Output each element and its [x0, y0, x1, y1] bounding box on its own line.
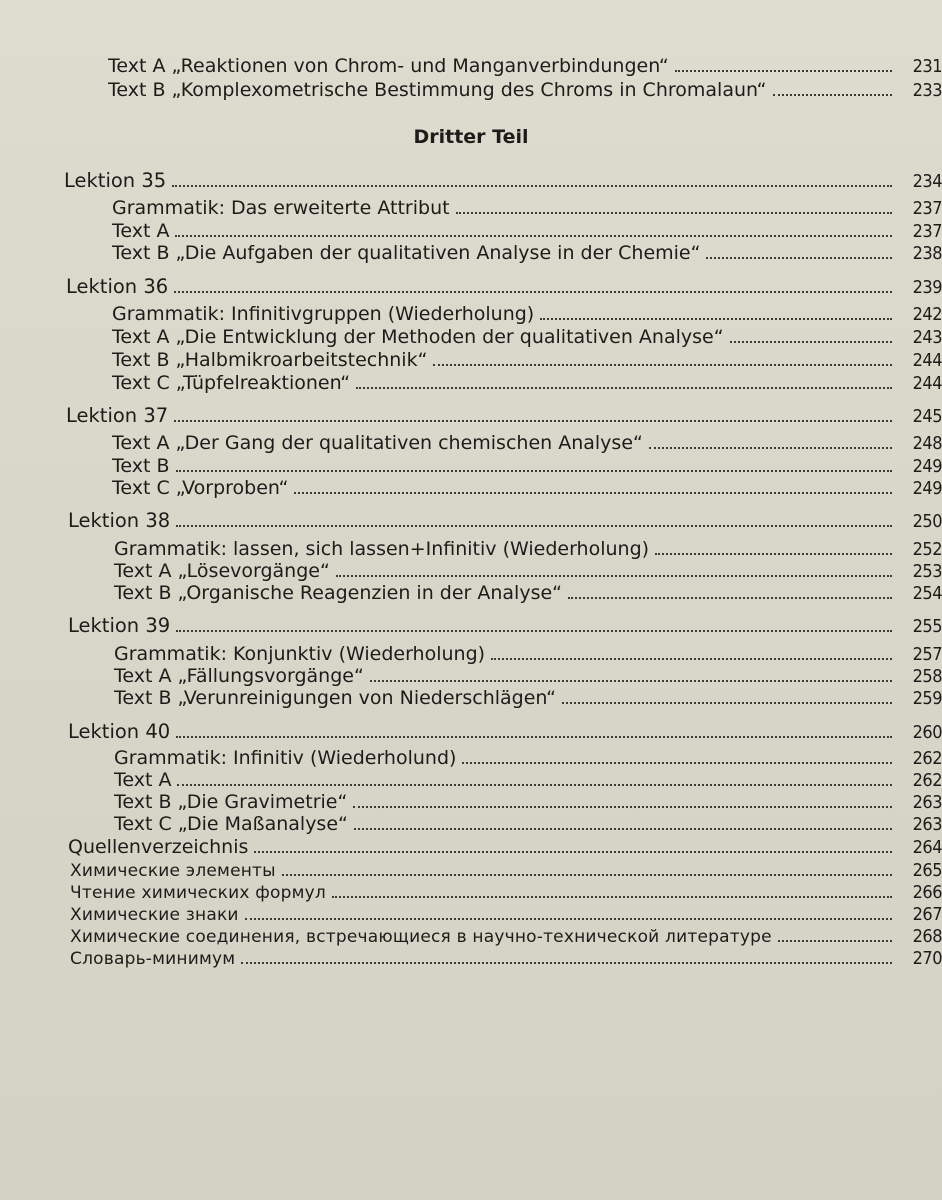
toc-entry-page: 245 — [912, 406, 942, 427]
toc-entry — [112, 296, 942, 325]
toc-entry-title: Text A — [114, 769, 172, 791]
toc-entry — [70, 918, 942, 947]
toc-entry-title: Lektion 39 — [68, 614, 171, 637]
toc-entry-title: Словарь-минимум — [70, 949, 236, 969]
dot-leader — [294, 470, 892, 494]
toc-entry — [70, 852, 942, 881]
toc-entry-title: Lektion 36 — [66, 275, 169, 298]
toc-entry-page: 254 — [912, 583, 942, 604]
dot-leader — [174, 398, 892, 422]
toc-entry-title: Text A „Lösevorgänge“ — [114, 560, 330, 582]
toc-entry-title: Grammatik: Konjunktiv (Wiederholung) — [114, 643, 486, 665]
toc-entry-title: Text B „Organische Reagenzien in der Analyse“ — [114, 582, 563, 604]
toc-entry — [68, 829, 942, 858]
dot-leader — [706, 235, 892, 259]
dot-leader — [332, 874, 892, 898]
toc-entry — [112, 425, 942, 454]
toc-entry-page: 242 — [912, 304, 942, 325]
toc-entry-page: 259 — [912, 688, 942, 709]
toc-entry-page: 237 — [912, 221, 942, 242]
toc-entry-title: Химические элементы — [70, 861, 276, 881]
toc-entry-page: 248 — [912, 433, 942, 454]
dot-leader — [282, 852, 892, 876]
dot-leader — [177, 762, 892, 786]
toc-entry-page: 264 — [912, 837, 942, 858]
toc-entry-title: Text B „Halbmikroarbeitstechnik“ — [112, 349, 428, 371]
dot-leader — [174, 269, 892, 293]
toc-entry-page: 255 — [912, 616, 942, 637]
toc-entry-page: 231 — [912, 56, 942, 77]
toc-entry-title: Grammatik: Infinitivgruppen (Wiederholung) — [112, 303, 535, 325]
dot-leader — [773, 72, 892, 96]
toc-entry-page: 257 — [912, 644, 942, 665]
toc-entry-title: Text B „Komplexometrische Bestimmung des Chroms in Chromalaun“ — [108, 79, 767, 101]
toc-entry-page: 238 — [912, 243, 942, 264]
toc-entry-page: 239 — [912, 277, 942, 298]
dot-leader — [254, 829, 892, 853]
toc-entry-page: 268 — [912, 926, 942, 947]
toc-entry-title: Text A „Der Gang der qualitativen chemischen Analyse“ — [112, 432, 643, 454]
toc-entry — [114, 740, 942, 769]
toc-entry — [114, 680, 942, 709]
toc-entry-page: 267 — [912, 904, 942, 925]
toc-entry-title: Text B „Verunreinigungen von Niederschlägen“ — [114, 687, 556, 709]
dot-leader — [245, 896, 892, 920]
toc-entry-page: 262 — [912, 748, 942, 769]
dot-leader — [353, 784, 892, 808]
dot-leader — [675, 48, 892, 72]
toc-entry-page: 233 — [912, 80, 942, 101]
toc-entry-lesson — [68, 608, 942, 637]
toc-entry — [114, 575, 942, 604]
dot-leader — [540, 296, 892, 320]
toc-entry-page: 262 — [912, 770, 942, 791]
dot-leader — [176, 503, 892, 527]
toc-entry-title: Quellenverzeichnis — [68, 836, 249, 858]
dot-leader — [172, 163, 892, 187]
toc-entry-page: 250 — [912, 511, 942, 532]
toc-entry-title: Text B „Die Gravimetrie“ — [114, 791, 348, 813]
toc-entry — [70, 940, 942, 969]
toc-entry-page: 252 — [912, 539, 942, 560]
dot-leader — [462, 740, 892, 764]
toc-entry — [108, 48, 942, 77]
dot-leader — [356, 365, 892, 389]
toc-entry-lesson — [68, 714, 942, 743]
toc-entry-title: Text B — [112, 455, 170, 477]
toc-entry-page: 263 — [912, 792, 942, 813]
toc-entry — [114, 531, 942, 560]
toc-entry-page: 237 — [912, 198, 942, 219]
toc-entry — [112, 365, 942, 394]
dot-leader — [176, 448, 892, 472]
dot-leader — [456, 190, 892, 214]
toc-entry — [114, 784, 942, 813]
toc-entry-page: 258 — [912, 666, 942, 687]
toc-entry-page: 249 — [912, 478, 942, 499]
toc-entry — [112, 213, 942, 242]
toc-entry-page: 260 — [912, 722, 942, 743]
toc-entry-title: Text A — [112, 220, 170, 242]
dot-leader — [336, 553, 892, 577]
toc-entry-title: Lektion 40 — [68, 720, 171, 743]
toc-entry-page: 243 — [912, 327, 942, 348]
toc-entry-title: Grammatik: Infinitiv (Wiederholund) — [114, 747, 457, 769]
dot-leader — [175, 213, 892, 237]
toc-entry — [112, 342, 942, 371]
toc-entry-title: Grammatik: Das erweiterte Attribut — [112, 197, 450, 219]
toc-entry — [112, 235, 942, 264]
toc-entry-title: Химические знаки — [70, 905, 239, 925]
toc-entry-lesson — [66, 269, 942, 298]
toc-entry-page: 244 — [912, 350, 942, 371]
dot-leader — [433, 342, 892, 366]
toc-entry-title: Grammatik: lassen, sich lassen+Infinitiv (Wiederholung) — [114, 538, 650, 560]
toc-entry-page: 253 — [912, 561, 942, 582]
toc-entry — [114, 553, 942, 582]
toc-entry-title: Text C „Die Maßanalyse“ — [114, 813, 348, 835]
toc-entry-lesson — [64, 163, 942, 192]
dot-leader — [176, 714, 892, 738]
toc-entry — [112, 470, 942, 499]
toc-entry-lesson — [66, 398, 942, 427]
dot-leader — [241, 940, 892, 964]
toc-entry-title: Lektion 35 — [64, 169, 167, 192]
toc-entry — [112, 319, 942, 348]
dot-leader — [649, 425, 892, 449]
toc-entry-page: 234 — [912, 171, 942, 192]
toc-entry-title: Text A „Reaktionen von Chrom- und Manganverbindungen“ — [108, 55, 669, 77]
toc-entry-page: 244 — [912, 373, 942, 394]
dot-leader — [370, 658, 892, 682]
toc-entry-page: 270 — [912, 948, 942, 969]
toc-entry — [108, 72, 942, 101]
toc-entry-page: 265 — [912, 860, 942, 881]
toc-entry — [114, 636, 942, 665]
dot-leader — [568, 575, 892, 599]
toc-entry-page: 266 — [912, 882, 942, 903]
dot-leader — [778, 918, 892, 942]
toc-entry-title: Lektion 38 — [68, 509, 171, 532]
toc-entry-title: Text A „Die Entwicklung der Methoden der qualitativen Analyse“ — [112, 326, 724, 348]
toc-entry — [114, 762, 942, 791]
toc-entry-page: 263 — [912, 814, 942, 835]
toc-entry — [112, 448, 942, 477]
dot-leader — [655, 531, 892, 555]
dot-leader — [491, 636, 892, 660]
toc-entry-title: Text C „Tüpfelreaktionen“ — [112, 372, 351, 394]
section-heading: Dritter Teil — [413, 126, 529, 148]
toc-entry — [70, 874, 942, 903]
dot-leader — [354, 806, 892, 830]
toc-entry — [70, 896, 942, 925]
toc-entry-title: Text C „Vorproben“ — [112, 477, 289, 499]
toc-entry-title: Чтение химических формул — [70, 883, 326, 903]
toc-entry-title: Химические соединения, встречающиеся в научно-технической литературе — [70, 927, 772, 947]
toc-entry-title: Lektion 37 — [66, 404, 169, 427]
toc-entry-title: Text B „Die Aufgaben der qualitativen Analyse in der Chemie“ — [112, 242, 701, 264]
dot-leader — [730, 319, 892, 343]
toc-entry — [114, 658, 942, 687]
toc-entry-lesson — [68, 503, 942, 532]
toc-entry — [112, 190, 942, 219]
dot-leader — [562, 680, 892, 704]
dot-leader — [176, 608, 892, 632]
toc-entry-page: 249 — [912, 456, 942, 477]
toc-entry-title: Text A „Fällungsvorgänge“ — [114, 665, 364, 687]
toc-entry — [114, 806, 942, 835]
